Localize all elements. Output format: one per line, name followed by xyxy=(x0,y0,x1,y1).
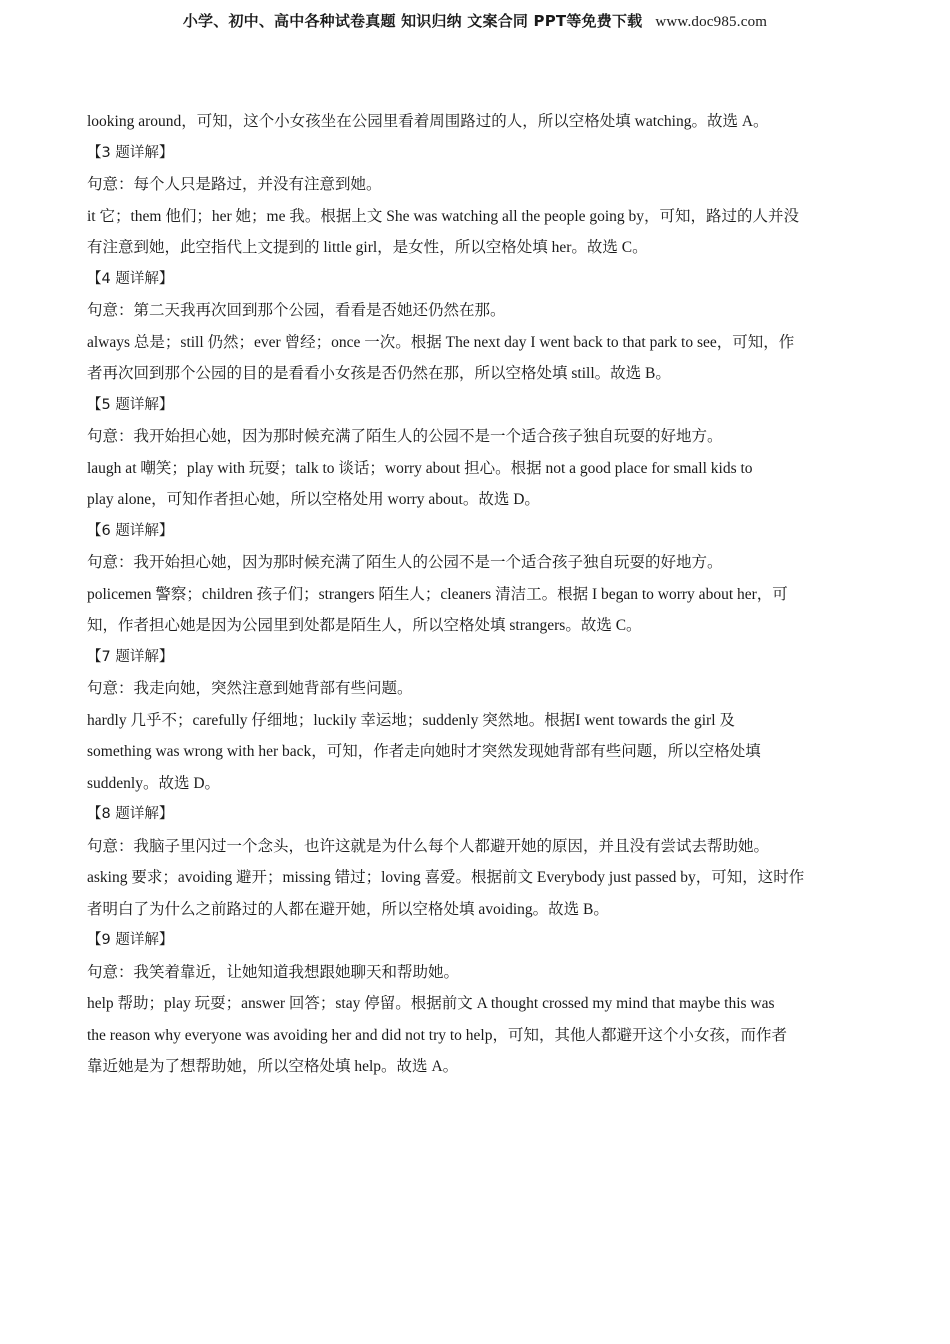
paragraph-line: it 它；them 他们；her 她；me 我。根据上文 She was watching all the people going by，可知，路过的人并没 xyxy=(87,207,800,225)
paragraph-line: 句意：我开始担心她，因为那时候充满了陌生人的公园不是一个适合孩子独自玩耍的好地方。 xyxy=(87,428,723,445)
paragraph-line: 知，作者担心她是因为公园里到处都是陌生人，所以空格处填 strangers。故选 C。 xyxy=(87,617,642,634)
paragraph-line: 者再次回到那个公园的目的是看看小女孩是否仍然在那，所以空格处填 still。故选 B。 xyxy=(87,365,671,382)
section-heading: 【3 题详解】 xyxy=(87,144,174,161)
header-title: 小学、初中、高中各种试卷真题 知识归纳 文案合同 PPT等免费下载 xyxy=(182,12,643,30)
section-heading: 【8 题详解】 xyxy=(87,806,174,822)
section-heading: 【5 题详解】 xyxy=(87,396,174,413)
paragraph-line: 句意：我开始担心她，因为那时候充满了陌生人的公园不是一个适合孩子独自玩耍的好地方。 xyxy=(87,554,723,571)
paragraph-line: play alone，可知作者担心她，所以空格处用 worry about。故选 D。 xyxy=(87,491,540,508)
section-heading: 【6 题详解】 xyxy=(87,522,174,539)
paragraph-line: looking around，可知，这个小女孩坐在公园里看着周围路过的人，所以空格处填 watching。故选 A。 xyxy=(87,113,769,130)
paragraph-line: 句意：我脑子里闪过一个念头，也许这就是为什么每个人都避开她的原因，并且没有尝试去帮助她。 xyxy=(87,837,770,855)
header-url: www.doc985.com xyxy=(655,14,768,30)
paragraph-line: the reason why everyone was avoiding her and did not try to help，可知，其他人都避开这个小女孩，而作者 xyxy=(87,1026,787,1044)
document-body xyxy=(87,106,867,1083)
page-header xyxy=(0,10,950,31)
paragraph-line: 句意：我走向她，突然注意到她背部有些问题。 xyxy=(87,680,413,697)
paragraph-line: hardly 几乎不；carefully 仔细地；luckily 幸运地；suddenly 突然地。根据I went towards the girl 及 xyxy=(87,711,735,729)
paragraph-line: policemen 警察；children 孩子们；strangers 陌生人；cleaners 清洁工。根据 I began to worry about her，可 xyxy=(87,585,788,603)
paragraph-line: 有注意到她，此空指代上文提到的 little girl，是女性，所以空格处填 her。故选 C。 xyxy=(87,239,648,256)
paragraph-line: something was wrong with her back，可知，作者走向她时才突然发现她背部有些问题，所以空格处填 xyxy=(87,743,761,760)
section-heading: 【7 题详解】 xyxy=(87,648,174,665)
paragraph-line: 句意：第二天我再次回到那个公园，看看是否她还仍然在那。 xyxy=(87,302,506,319)
paragraph-line: asking 要求；avoiding 避开；missing 错过；loving 喜爱。根据前文 Everybody just passed by，可知，这时作 xyxy=(87,869,805,886)
paragraph-line: 者明白了为什么之前路过的人都在避开她，所以空格处填 avoiding。故选 B。 xyxy=(87,900,609,918)
section-heading: 【9 题详解】 xyxy=(87,932,174,948)
paragraph-line: suddenly。故选 D。 xyxy=(87,774,221,792)
paragraph-line: 句意：我笑着靠近，让她知道我想跟她聊天和帮助她。 xyxy=(87,963,460,981)
section-heading: 【4 题详解】 xyxy=(87,270,174,287)
paragraph-line: always 总是；still 仍然；ever 曾经；once 一次。根据 The next day I went back to that park to see，可知，作 xyxy=(87,333,795,351)
paragraph-line: 靠近她是为了想帮助她，所以空格处填 help。故选 A。 xyxy=(87,1058,459,1075)
paragraph-line: laugh at 嘲笑；play with 玩耍；talk to 谈话；worry about 担心。根据 not a good place for small kids to xyxy=(87,459,753,477)
paragraph-line: help 帮助；play 玩耍；answer 回答；stay 停留。根据前文 A thought crossed my mind that maybe this was xyxy=(87,995,775,1012)
paragraph-line: 句意：每个人只是路过，并没有注意到她。 xyxy=(87,176,382,193)
